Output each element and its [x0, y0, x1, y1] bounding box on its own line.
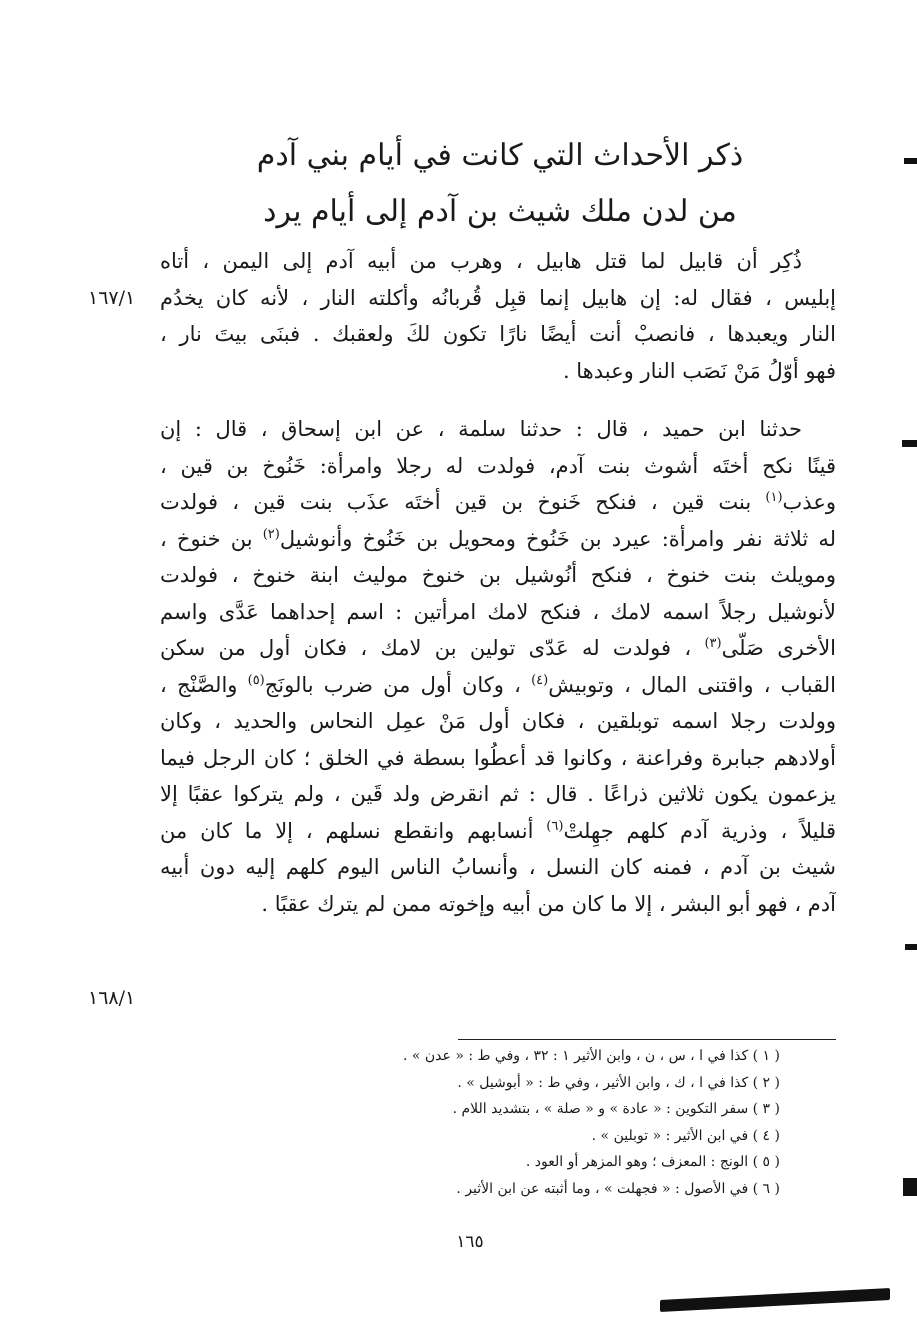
text-line: فهو أوّلُ مَنْ نَصَب النار وعبدها . — [562, 358, 836, 383]
page-number: ١٦٥ — [456, 1232, 484, 1252]
text-line: حدثنا ابن حميد ، قال : حدثنا سلمة ، عن ابن إسحاق ، قال : إن — [160, 417, 802, 441]
chapter-title-line-1: ذكر الأحداث التي كانت في أيام بني آدم — [256, 138, 744, 173]
footnote-marker-3: (٣) — [704, 636, 722, 651]
footnote-item: ( ٥ ) الونج : المعزف ؛ وهو المزهر أو العود . — [525, 1154, 780, 1170]
text-line: قينًا نكح أختَه أشوث بنت آدم، فولدت له رجلا وامرأة: خَنُوخ بن قين ، — [160, 453, 836, 478]
footnote-marker-6: (٦) — [546, 818, 564, 834]
text-line: النار ويعبدها ، فانصبْ أنت أيضًا نارًا تكون لكَ ولعقبك . فبنَى بيتَ نار ، — [160, 322, 836, 346]
text-line: له ثلاثة نفر وامرأة: عيرد بن خَنُوخ ومحويل بن خَنُوخ وأنوشيل$^{(٢)}$ بن خنوخ ، — [160, 526, 836, 551]
paragraph-1 — [160, 243, 836, 389]
scan-edge-mark — [903, 1178, 917, 1196]
footnote-item: ( ١ ) كذا في ا ، س ، ن ، وابن الأثير ١ : ٣٢ ، وفي ط : « عدن » . — [402, 1048, 780, 1064]
text-line: ومويلث بنت خنوخ ، فنكح أنُوشيل بن خنوخ موليث ابنة خنوخ ، فولدت — [160, 563, 836, 587]
text-line: لأنوشيل رجلاً اسمه لامك ، فنكح لامك امرأتين : اسم إحداهما عَدَّى واسم — [160, 599, 836, 624]
margin-reference-167: ١٦٧/١ — [88, 287, 136, 309]
footnote-marker-5: (٥) — [247, 672, 265, 688]
text-line: إبليس ، فقال له: إن هابيل إنما قبِل قُربانُه وأكلته النار ، لأنه كان يخدُم — [160, 285, 836, 310]
footnote-item: ( ٦ ) في الأصول : « فجهلت » ، وما أثبته عن ابن الأثير . — [456, 1180, 780, 1197]
footnote-marker-1: (١) — [765, 490, 783, 505]
chapter-title — [160, 128, 840, 240]
body-text — [160, 243, 836, 922]
text-line: قليلاً ، وذرية آدم كلهم جهِلتْ$^{(٦)}$ أنسابهم وانقطع نسلهم ، إلا ما كان من — [160, 818, 836, 843]
margin-reference-168: ١٦٨/١ — [88, 987, 136, 1009]
text-line: آدم ، فهو أبو البشر ، إلا ما كان من أبيه وإخوته ممن لم يترك عقبًا . — [261, 891, 836, 916]
footnotes — [260, 1043, 780, 1202]
footnote-item: ( ٤ ) في ابن الأثير : « توبلين » . — [591, 1127, 780, 1144]
text-line: ذُكِر أن قابيل لما قتل هابيل ، وهرب من أبيه آدم إلى اليمن ، أتاه — [160, 249, 802, 273]
text-line: يزعمون يكون ثلاثين ذراعًا . قال : ثم انقرض ولد قَين ، ولم يتركوا عقبًا إلا — [160, 782, 836, 806]
text-line: الأخرى صَلّى$^{(٣)}$ ، فولدت له عَدّى تولين بن لامك ، فكان أول من سكن — [160, 636, 836, 660]
scan-edge-mark — [902, 440, 917, 447]
scan-edge-mark — [905, 944, 917, 950]
text-line: شيث بن آدم ، فمنه كان النسل ، وأنسابُ الناس اليوم كلهم إليه دون أبيه — [160, 855, 836, 879]
footnote-item: ( ٢ ) كذا في ا ، ك ، وابن الأثير ، وفي ط : « أبوشيل » . — [457, 1074, 780, 1091]
footnote-marker-4: (٤) — [531, 672, 549, 688]
footnote-marker-2: (٢) — [262, 526, 280, 542]
text-line: أولادهم جبابرة وفراعنة ، وكانوا قد أعطُوا بسطة في الخلق ؛ كان الرجل فيما — [160, 745, 836, 770]
scan-edge-mark — [904, 158, 917, 164]
text-line: وولدت رجلا اسمه توبلقين ، فكان أول مَنْ عمِل النحاس والحديد ، وكان — [160, 709, 836, 733]
text-line: وعذب$^{(١)}$ بنت قين ، فنكح خَنوخ بن قين أختَه عذَب بنت قين ، فولدت — [160, 490, 836, 514]
footnote-item: ( ٣ ) سفر التكوين : « عادة » و « صلة » ، بتشديد اللام . — [452, 1101, 780, 1117]
footnote-divider — [458, 1039, 836, 1040]
paragraph-2 — [160, 411, 836, 922]
chapter-title-line-2: من لدن ملك شيث بن آدم إلى أيام يرد — [263, 194, 737, 229]
text-line: القباب ، واقتنى المال ، وتوبيش$^{(٤)}$ ، وكان أول من ضرب بالونَج$^{(٥)}$ والصَّنْج ، — [160, 672, 836, 697]
scan-bottom-edge — [660, 1288, 890, 1312]
